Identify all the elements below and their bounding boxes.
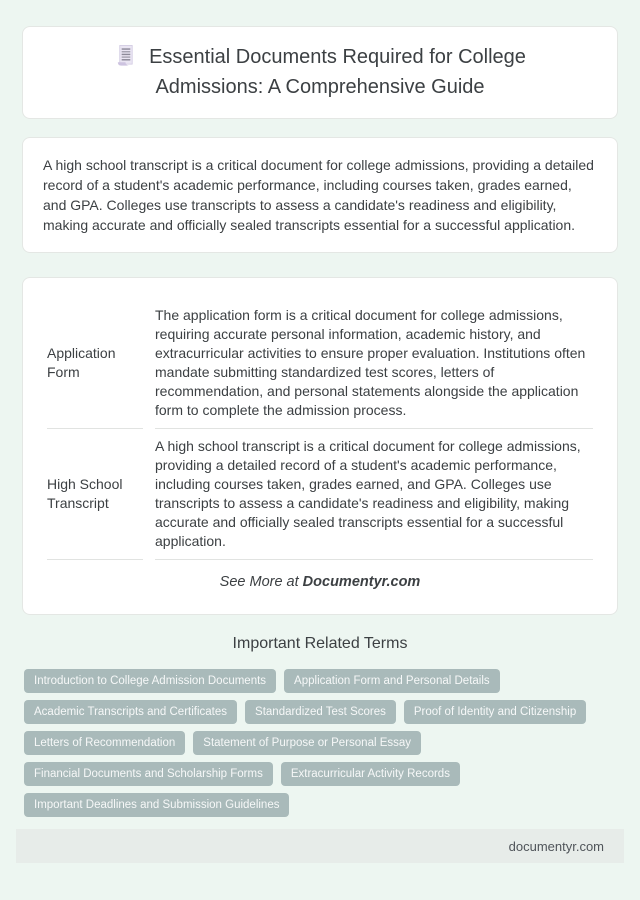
see-more-site-link[interactable]: Documentyr.com (302, 574, 421, 590)
footer-bar (16, 829, 624, 863)
intro-paragraph: A high school transcript is a critical document for college admissions, providing a detailed record of a student's academic performance, including courses taken, grades earned, and GPA. Colleges use transcripts to assess a candidate's readiness and eligibility, making accurate and officially sealed transcripts essential for a successful application. (43, 157, 594, 233)
related-term-tag[interactable]: Application Form and Personal Details (284, 669, 500, 693)
receipt-icon (114, 44, 137, 73)
related-term-tag[interactable]: Letters of Recommendation (24, 731, 185, 755)
footer-site-label: documentyr.com (508, 838, 604, 854)
related-term-tag[interactable]: Financial Documents and Scholarship Forms (24, 762, 273, 786)
related-term-tag[interactable]: Academic Transcripts and Certificates (24, 700, 237, 724)
related-term-tag[interactable]: Introduction to College Admission Documents (24, 669, 276, 693)
related-term-tag[interactable]: Standardized Test Scores (245, 700, 396, 724)
page-title: Essential Documents Required for College Admissions: A Comprehensive Guide (149, 46, 526, 98)
related-term-tag[interactable]: Statement of Purpose or Personal Essay (193, 731, 421, 755)
related-terms-list (22, 669, 618, 817)
see-more-prefix: See More at (219, 574, 303, 590)
see-more-line (47, 574, 593, 596)
table-row (47, 298, 593, 429)
intro-card (22, 137, 618, 253)
term-description: The application form is a critical document for college admissions, requiring accurate personal information, academic history, and extracurricular activities to ensure proper evaluation. Institutions often mandate submitting standardized test scores, letters of recommendation, and personal statements alongside the application form to complete the admission process. (155, 298, 593, 429)
related-term-tag[interactable]: Extracurricular Activity Records (281, 762, 460, 786)
related-terms-heading: Important Related Terms (232, 635, 408, 652)
term-description: A high school transcript is a critical document for college admissions, providing a detailed record of a student's academic performance, including courses taken, grades earned, and GPA. Colleges use transcripts to assess a candidate's readiness and eligibility, making accurate and officially sealed transcripts essential for a successful application. (155, 429, 593, 560)
term-label: High School Transcript (47, 429, 143, 560)
glossary-table (35, 298, 605, 560)
title-wrap (92, 43, 548, 102)
term-label: Application Form (47, 298, 143, 429)
table-row (47, 429, 593, 560)
related-term-tag[interactable]: Important Deadlines and Submission Guidelines (24, 793, 289, 817)
related-term-tag[interactable]: Proof of Identity and Citizenship (404, 700, 586, 724)
glossary-card (22, 277, 618, 615)
header-card (22, 26, 618, 119)
